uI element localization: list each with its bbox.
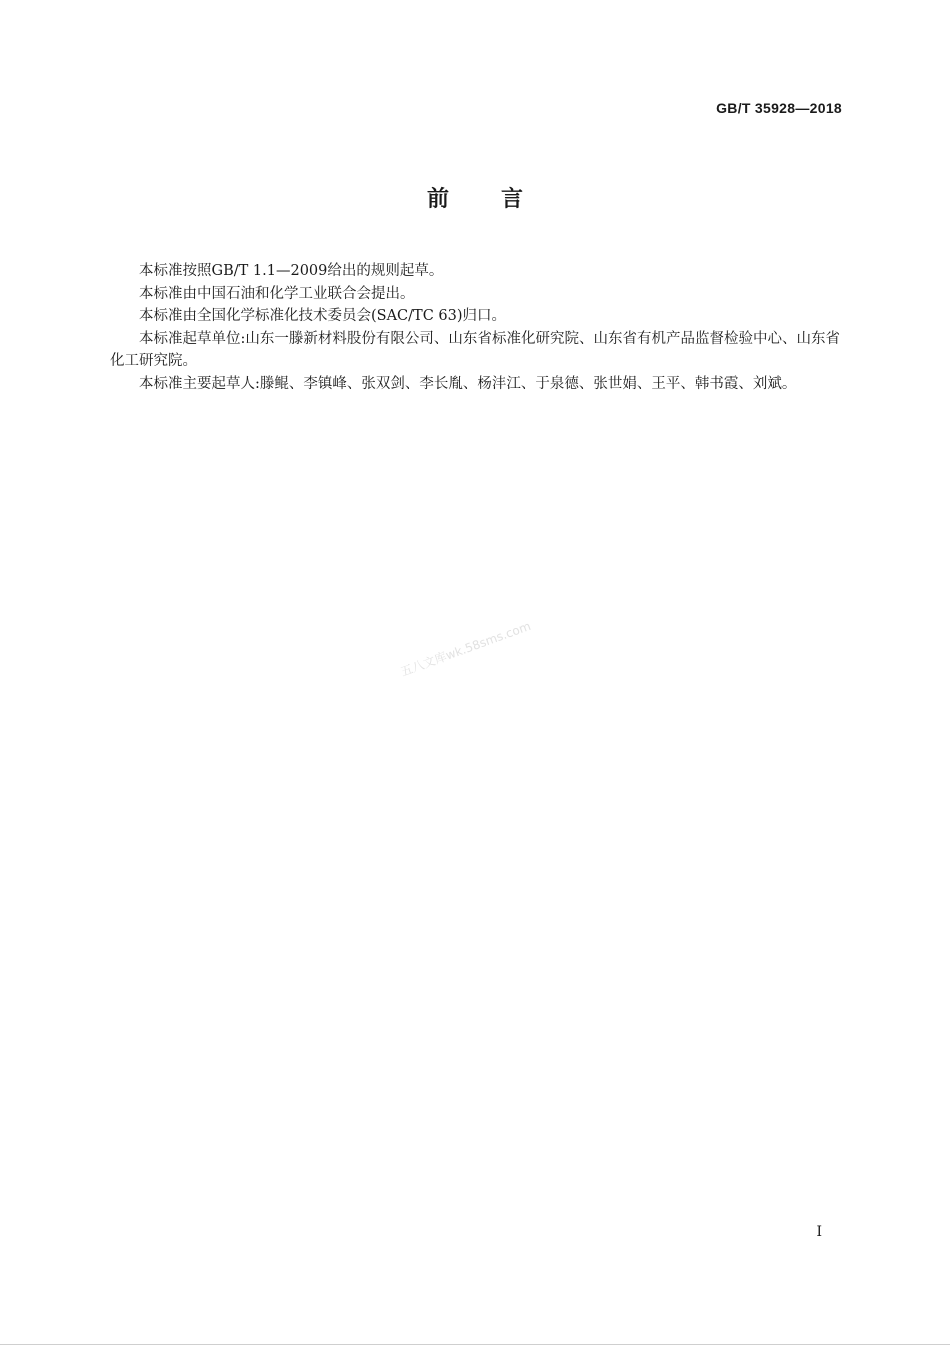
paragraph-drafting-units: 本标准起草单位:山东一滕新材料股份有限公司、山东省标准化研究院、山东省有机产品监督检验中心、山东省化工研究院。 — [110, 330, 840, 369]
page-number: I — [816, 1224, 822, 1240]
watermark: 五八文库wk.58sms.com — [398, 618, 533, 680]
standard-code: GB/T 35928—2018 — [716, 100, 842, 116]
paragraph-drafters: 本标准主要起草人:滕鲲、李镇峰、张双剑、李长胤、杨沣江、于泉德、张世娟、王平、韩书霞、刘斌。 — [139, 375, 797, 392]
paragraph-committee: 本标准由全国化学标准化技术委员会(SAC/TC 63)归口。 — [139, 308, 507, 324]
document-body — [110, 260, 840, 395]
paragraph-drafting-rules: 本标准按照GB/T 1.1—2009给出的规则起草。 — [139, 263, 444, 279]
page-title: 前言 — [426, 187, 575, 212]
paragraph-proposer: 本标准由中国石油和化学工业联合会提出。 — [139, 285, 415, 302]
